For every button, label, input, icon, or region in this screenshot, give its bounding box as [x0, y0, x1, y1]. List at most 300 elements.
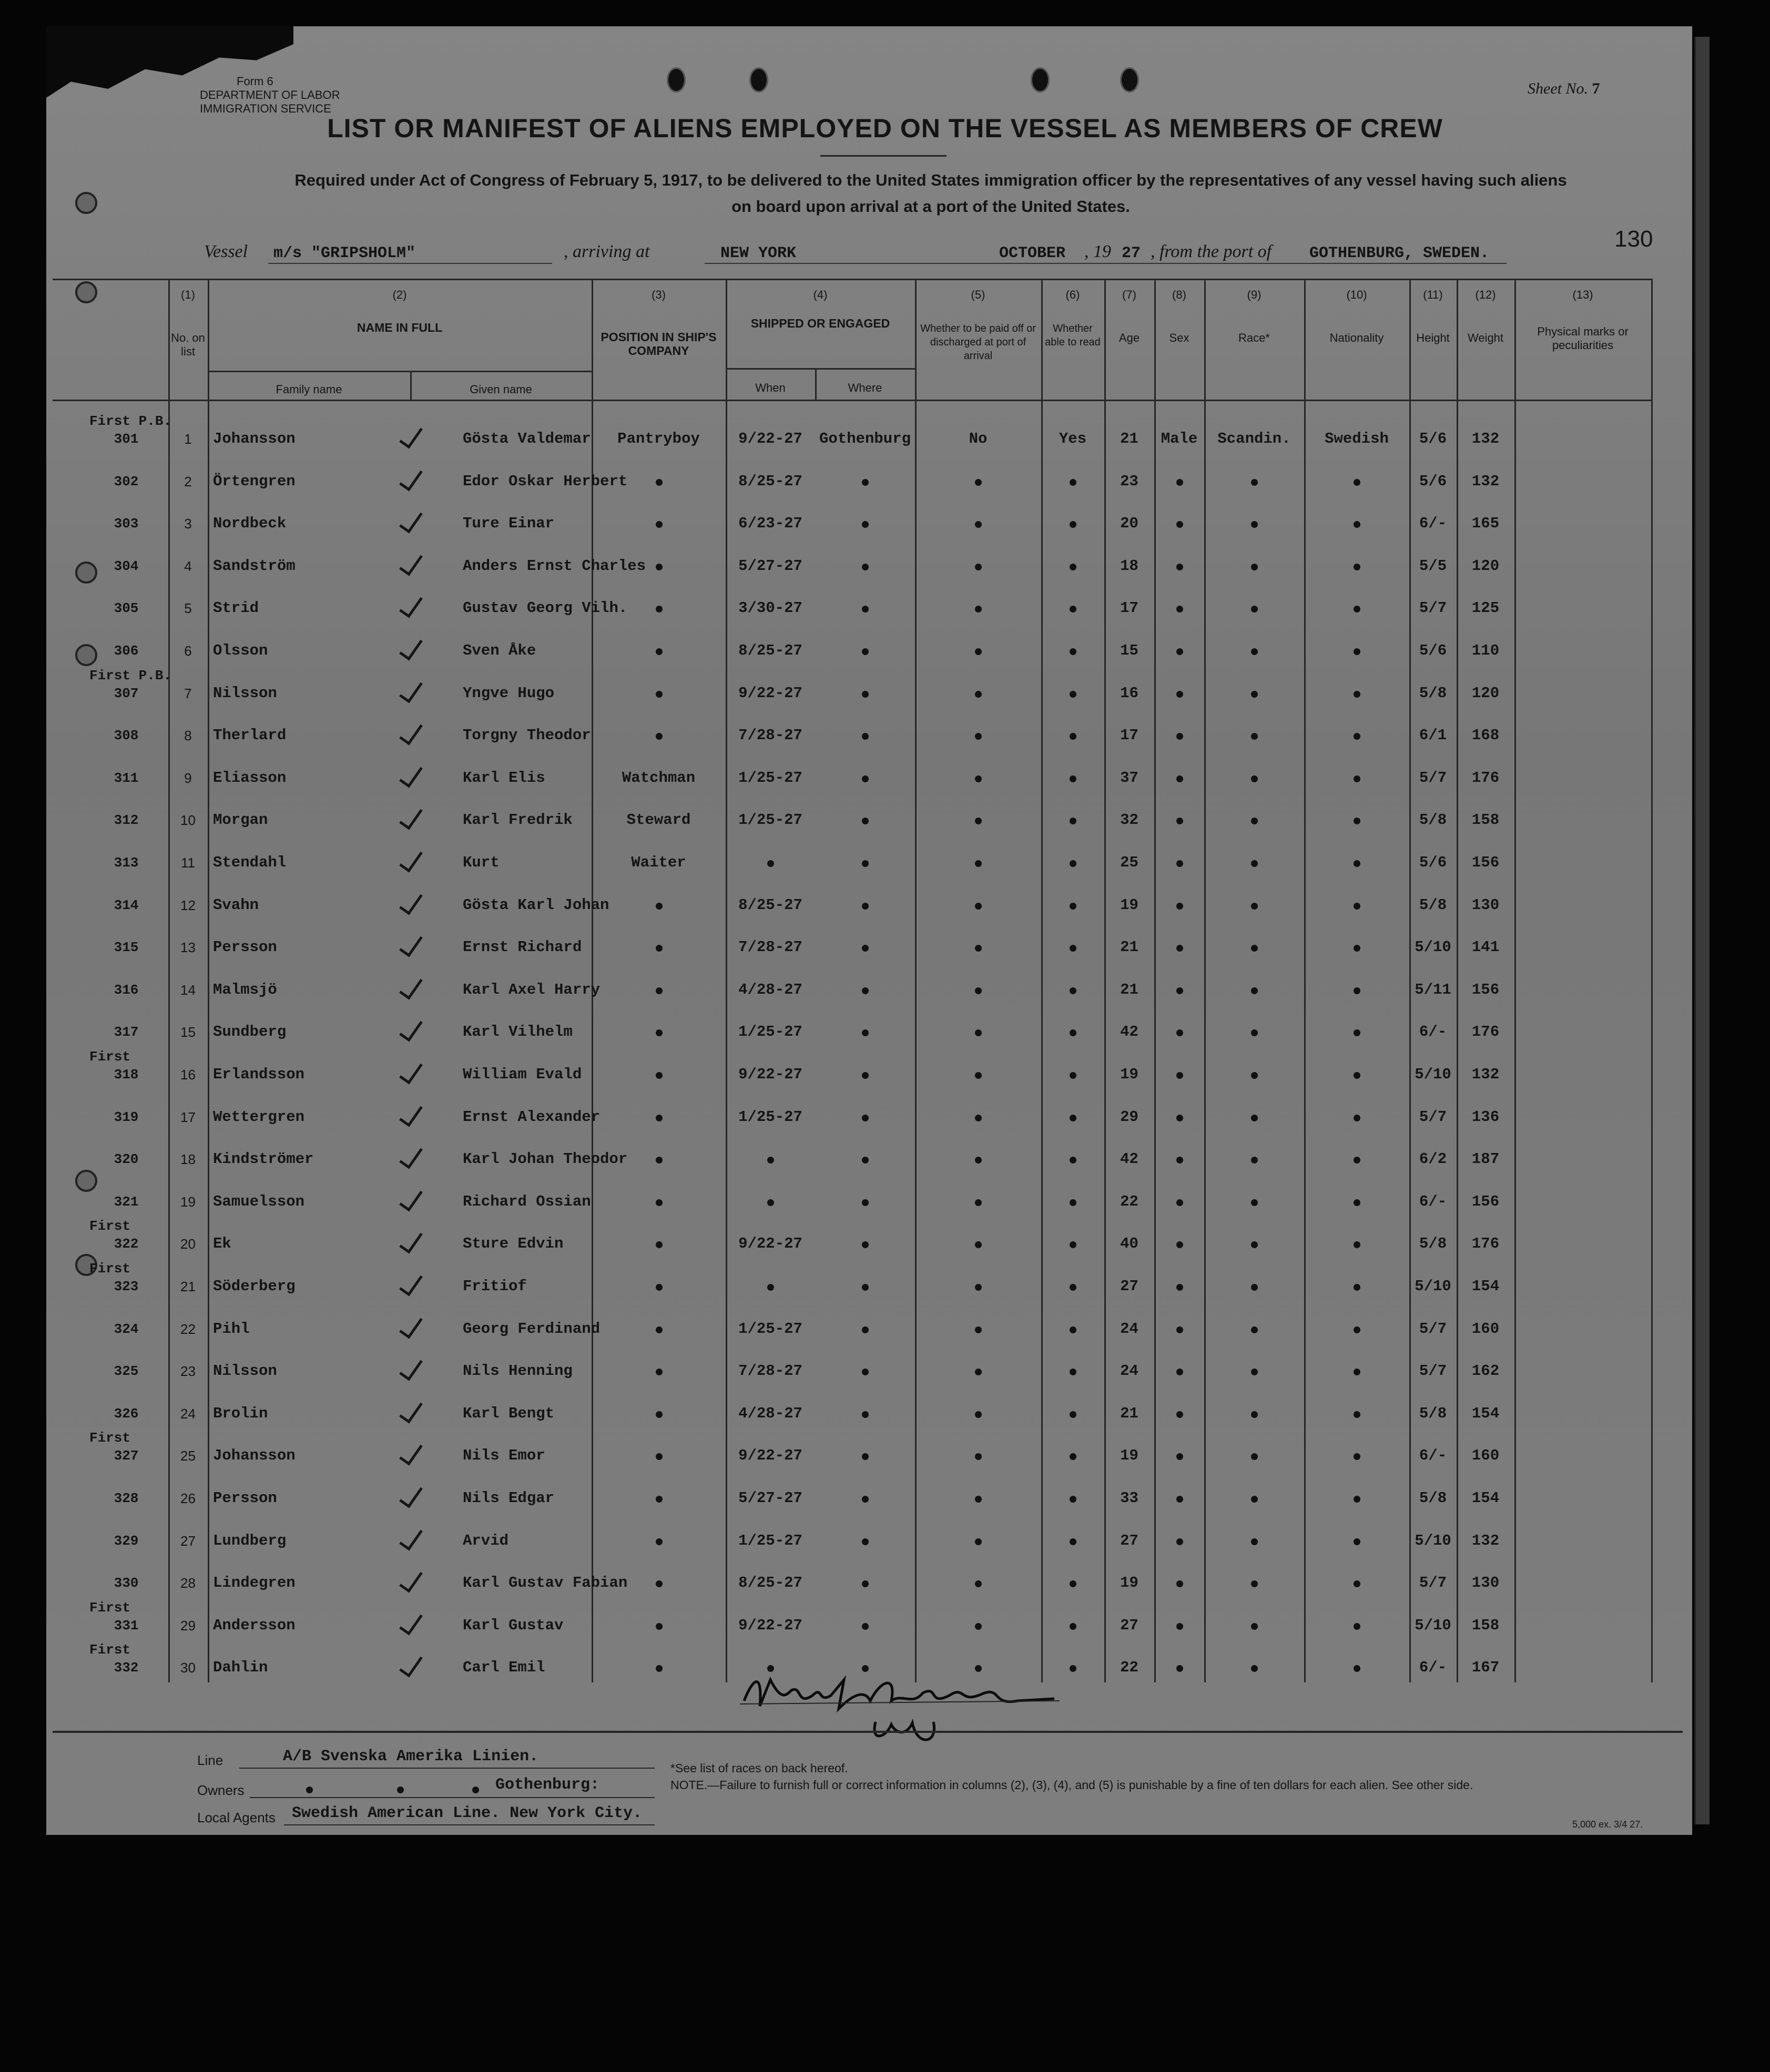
list-number: 330: [114, 1575, 139, 1591]
ditto-mark: [975, 987, 982, 994]
list-number: 331: [114, 1617, 139, 1634]
given-name: Gustav Georg Vilh.: [463, 599, 628, 617]
when-cell: 4/28-27: [738, 981, 802, 998]
owners-value: Gothenburg:: [495, 1776, 600, 1794]
table-rule: [1204, 279, 1206, 1682]
table-rule: [1304, 279, 1306, 1682]
ditto-mark: [1354, 648, 1360, 655]
family-name: Nilsson: [213, 1362, 277, 1380]
row-number: 30: [180, 1660, 196, 1676]
ditto-mark: [862, 860, 869, 867]
ditto-mark: [1354, 775, 1360, 782]
given-name: Karl Fredrik: [463, 811, 573, 829]
list-number: 302: [114, 473, 139, 489]
family-name: Erlandsson: [213, 1066, 305, 1083]
ditto-mark: [862, 775, 869, 782]
list-number: 301: [114, 431, 139, 447]
ditto-mark: [656, 1326, 663, 1333]
ditto-mark: [1354, 1284, 1360, 1291]
when-cell: 6/23-27: [738, 515, 802, 533]
ditto-mark: [1176, 818, 1183, 824]
when-cell: 1/25-27: [738, 811, 802, 829]
height-cell: 5/7: [1419, 769, 1447, 787]
given-name: Nils Emor: [463, 1447, 545, 1465]
vessel-value: m/s "GRIPSHOLM": [273, 244, 416, 262]
ditto-mark: [1176, 1496, 1183, 1503]
given-name: William Evald: [463, 1066, 582, 1083]
family-name: Strid: [213, 599, 259, 617]
ditto-mark: [656, 479, 663, 486]
ditto-mark: [656, 1241, 663, 1248]
given-name: Karl Axel Harry: [463, 981, 601, 998]
family-name: Svahn: [213, 896, 259, 914]
row-number: 4: [184, 558, 192, 574]
ditto-mark: [975, 1199, 982, 1206]
ditto-mark: [1176, 1157, 1183, 1163]
weight-cell: 110: [1471, 642, 1500, 659]
family-name: Wettergren: [213, 1108, 305, 1126]
column-header-no-on-list: No. on list: [171, 331, 205, 358]
row-number: 2: [184, 473, 192, 489]
height-cell: 5/8: [1419, 1404, 1447, 1422]
arriving-value: NEW YORK: [720, 244, 797, 262]
ditto-mark: [862, 1115, 869, 1121]
row-number: 24: [180, 1405, 196, 1422]
weight-cell: 156: [1471, 854, 1500, 871]
position-cell: Steward: [626, 811, 691, 829]
sheet-no: [1528, 80, 1600, 98]
agents-value: Swedish American Line. New York City.: [292, 1804, 643, 1822]
ditto-mark: [656, 691, 663, 698]
list-number: 329: [114, 1533, 139, 1549]
height-cell: 5/7: [1419, 1108, 1447, 1126]
ditto-mark: [1176, 1369, 1183, 1375]
ditto-mark: [862, 564, 869, 570]
age-cell: 27: [1120, 1616, 1138, 1634]
weight-cell: 132: [1471, 430, 1500, 447]
ditto-mark: [862, 1623, 869, 1630]
ditto-mark: [1176, 1029, 1183, 1036]
age-cell: 40: [1120, 1235, 1138, 1253]
column-header-shipped: SHIPPED OR ENGAGED: [750, 317, 890, 330]
ditto-mark: [1251, 1326, 1258, 1333]
ditto-mark: [1176, 564, 1183, 570]
from-value-wrap: [1309, 242, 1489, 262]
given-name: Ernst Richard: [463, 938, 582, 956]
age-cell: 21: [1120, 981, 1138, 998]
family-name: Olsson: [213, 642, 268, 659]
list-number: 318: [114, 1067, 139, 1083]
ditto-mark: [656, 987, 663, 994]
when-cell: 1/25-27: [738, 1108, 802, 1126]
print-code: 5,000 ex. 3/4 27.: [1572, 1819, 1643, 1830]
when-cell: 1/25-27: [738, 1320, 802, 1338]
list-number: 304: [114, 558, 139, 574]
list-number: 321: [114, 1193, 139, 1210]
given-name: Karl Vilhelm: [463, 1023, 573, 1041]
ditto-mark: [1176, 648, 1183, 655]
height-cell: 5/11: [1415, 981, 1451, 998]
table-rule: [208, 371, 592, 372]
row-number: 28: [180, 1575, 196, 1591]
age-cell: 24: [1120, 1320, 1138, 1338]
height-cell: 5/6: [1419, 472, 1447, 490]
height-cell: 5/7: [1419, 599, 1447, 617]
ditto-mark: [656, 1623, 663, 1630]
ditto-mark: [975, 1538, 982, 1545]
column-number: (11): [1423, 288, 1443, 301]
list-number: 311: [114, 770, 139, 786]
ditto-mark: [656, 1453, 663, 1460]
height-cell: 5/10: [1415, 1616, 1451, 1634]
table-rule: [915, 279, 917, 1682]
when-cell: 8/25-27: [738, 1574, 802, 1592]
column-number: (8): [1172, 288, 1186, 301]
column-number: (9): [1247, 288, 1262, 301]
age-cell: 23: [1120, 472, 1138, 490]
ditto-mark: [1354, 1326, 1360, 1333]
punch-hole: [749, 67, 768, 93]
ditto-mark: [1070, 1623, 1076, 1630]
ditto-mark: [1354, 1072, 1360, 1079]
ditto-mark: [1176, 691, 1183, 698]
list-number: 315: [114, 940, 139, 956]
height-cell: 5/10: [1415, 938, 1451, 956]
from-label: , from the port of: [1151, 242, 1272, 261]
family-name: Therlard: [213, 727, 287, 744]
ditto-mark: [1176, 1284, 1183, 1291]
family-name: Johansson: [213, 1447, 296, 1465]
ditto-mark: [1251, 1199, 1258, 1206]
given-name: Georg Ferdinand: [463, 1320, 601, 1338]
age-cell: 33: [1120, 1489, 1138, 1507]
family-name: Andersson: [213, 1616, 296, 1634]
height-cell: 5/10: [1415, 1066, 1451, 1083]
weight-cell: 141: [1471, 938, 1500, 956]
age-cell: 29: [1120, 1108, 1138, 1126]
ditto-mark: [656, 648, 663, 655]
family-name: Pihl: [213, 1320, 250, 1338]
height-cell: 5/6: [1419, 642, 1447, 659]
list-prefix: First: [89, 1599, 131, 1616]
ditto-mark: [1251, 1072, 1258, 1079]
height-cell: 5/8: [1419, 684, 1447, 702]
when-cell: 8/25-27: [738, 642, 802, 659]
ditto-mark: [1251, 691, 1258, 698]
list-number: 306: [114, 643, 139, 659]
row-number: 26: [180, 1491, 196, 1506]
ditto-mark: [1354, 1411, 1360, 1418]
department-name: DEPARTMENT OF LABOR: [200, 88, 340, 101]
list-prefix: First P.B.: [89, 413, 172, 429]
age-cell: 17: [1120, 727, 1138, 744]
ditto-mark: [1176, 1072, 1183, 1079]
column-header-where: Where: [848, 381, 882, 394]
height-cell: 6/-: [1419, 515, 1447, 533]
given-name: Edor Oskar Herbert: [463, 472, 628, 490]
age-cell: 25: [1120, 854, 1138, 871]
ditto-mark: [1070, 564, 1076, 570]
list-number: 313: [114, 855, 139, 871]
ditto-mark: [1354, 1496, 1360, 1503]
given-name: Carl Emil: [463, 1659, 545, 1677]
owners-label: Owners: [197, 1782, 245, 1798]
ditto-mark: [1070, 1411, 1076, 1418]
ditto-mark: [862, 1284, 869, 1291]
given-name: Gösta Valdemar: [463, 430, 591, 447]
ditto-mark: [975, 903, 982, 910]
list-number: 317: [114, 1024, 139, 1040]
column-number: (13): [1572, 288, 1593, 301]
row-number: 25: [180, 1448, 196, 1464]
ditto-mark: [1176, 1241, 1183, 1248]
ditto-mark: [1354, 860, 1360, 867]
ditto-mark: [656, 1580, 663, 1587]
vessel-label: Vessel: [204, 242, 248, 261]
row-number: 19: [180, 1193, 196, 1210]
ditto-mark: [767, 1199, 774, 1206]
ditto-mark: [472, 1787, 479, 1793]
form-label: [200, 75, 340, 116]
height-cell: 5/5: [1419, 557, 1447, 575]
ditto-mark: [1176, 903, 1183, 910]
year-value-wrap: [1122, 242, 1141, 262]
list-number: 320: [114, 1151, 139, 1168]
family-name: Lindegren: [213, 1574, 296, 1592]
list-number: 327: [114, 1448, 139, 1464]
ditto-mark: [975, 1326, 982, 1333]
weight-cell: 160: [1471, 1447, 1500, 1465]
when-cell: 9/22-27: [738, 1066, 802, 1083]
list-number: 314: [114, 897, 139, 913]
ditto-mark: [656, 521, 663, 528]
line-underline: [239, 1768, 655, 1769]
family-name: Söderberg: [213, 1278, 296, 1295]
ditto-mark: [397, 1787, 404, 1793]
age-cell: 19: [1120, 1447, 1138, 1465]
weight-cell: 154: [1471, 1489, 1500, 1507]
column-number: (7): [1122, 288, 1136, 301]
ditto-mark: [1354, 903, 1360, 910]
ditto-mark: [862, 1538, 869, 1545]
list-number: 325: [114, 1363, 139, 1380]
column-header-paid-off: Whether to be paid off or discharged at port of arrival: [920, 323, 1036, 362]
sheet-no-value: 7: [1592, 80, 1600, 97]
owners-underline: [250, 1797, 655, 1798]
list-number: 323: [114, 1279, 139, 1294]
position-cell: Watchman: [622, 769, 696, 787]
ditto-mark: [656, 1157, 663, 1163]
ditto-mark: [656, 903, 663, 910]
vessel-underline: [268, 263, 552, 264]
punch-hole: [1120, 67, 1139, 93]
sex-cell: Male: [1161, 430, 1198, 447]
height-cell: 5/7: [1419, 1574, 1447, 1592]
agents-underline: [284, 1824, 655, 1825]
family-name: Nilsson: [213, 684, 277, 702]
table-rule: [1514, 279, 1516, 1682]
given-name: Anders Ernst Charles: [463, 557, 646, 575]
position-cell: Waiter: [631, 854, 686, 871]
ditto-mark: [1070, 691, 1076, 698]
given-name: Sture Edvin: [463, 1235, 564, 1253]
list-number: 305: [114, 600, 139, 617]
height-cell: 5/8: [1419, 1235, 1447, 1253]
age-cell: 32: [1120, 811, 1138, 829]
ditto-mark: [1176, 521, 1183, 528]
ditto-mark: [1251, 1538, 1258, 1545]
ditto-mark: [1354, 1199, 1360, 1206]
ditto-mark: [1070, 479, 1076, 486]
ditto-mark: [862, 987, 869, 994]
column-header-family-name: Family name: [276, 383, 342, 396]
ditto-mark: [1176, 1199, 1183, 1206]
form-number: Form 6: [237, 75, 273, 88]
ditto-mark: [1251, 987, 1258, 994]
punch-hole: [667, 67, 686, 93]
ditto-mark: [1251, 775, 1258, 782]
table-rule: [53, 279, 1651, 280]
ditto-mark: [1070, 860, 1076, 867]
age-cell: 22: [1120, 1659, 1138, 1677]
ditto-mark: [975, 564, 982, 570]
ditto-mark: [862, 1326, 869, 1333]
weight-cell: 132: [1471, 1532, 1500, 1549]
list-number: 324: [114, 1321, 139, 1337]
weight-cell: 160: [1471, 1320, 1500, 1338]
ditto-mark: [862, 1496, 869, 1503]
ditto-mark: [656, 1029, 663, 1036]
list-number: 308: [114, 728, 139, 744]
ditto-mark: [656, 564, 663, 570]
list-prefix: First: [89, 1218, 131, 1234]
age-cell: 42: [1120, 1023, 1138, 1041]
height-cell: 6/2: [1419, 1150, 1447, 1168]
ditto-mark: [975, 691, 982, 698]
weight-cell: 176: [1471, 769, 1500, 787]
column-header-weight: Weight: [1467, 331, 1504, 344]
column-header-height: Height: [1416, 331, 1450, 344]
column-header-position: POSITION IN SHIP'S COMPANY: [601, 330, 717, 358]
ditto-mark: [1176, 606, 1183, 613]
row-number: 15: [180, 1024, 196, 1040]
height-cell: 5/8: [1419, 811, 1447, 829]
list-prefix: First: [89, 1049, 131, 1065]
age-cell: 18: [1120, 557, 1138, 575]
subtitle-line-2: on board upon arrival at a port of the United States.: [731, 197, 1130, 216]
table-rule: [1154, 279, 1156, 1682]
age-cell: 19: [1120, 896, 1138, 914]
family-name: Nordbeck: [213, 515, 287, 533]
family-name: Lundberg: [213, 1532, 287, 1549]
vessel-value-wrap: [273, 242, 415, 262]
page-title: LIST OR MANIFEST OF ALIENS EMPLOYED ON THE VESSEL AS MEMBERS OF CREW: [327, 114, 1443, 143]
weight-cell: 132: [1471, 1066, 1500, 1083]
age-cell: 27: [1120, 1532, 1138, 1549]
weight-cell: 130: [1471, 1574, 1500, 1592]
height-cell: 6/1: [1419, 727, 1447, 744]
family-name: Sandström: [213, 557, 296, 575]
ditto-mark: [975, 1411, 982, 1418]
when-cell: 1/25-27: [738, 769, 802, 787]
list-number: 326: [114, 1405, 139, 1422]
year-prefix: , 19: [1084, 242, 1111, 261]
given-name: Nils Edgar: [463, 1489, 555, 1507]
when-cell: 9/22-27: [738, 1235, 802, 1253]
family-name: Kindströmer: [213, 1150, 314, 1168]
weight-cell: 158: [1471, 811, 1500, 829]
ditto-mark: [656, 1538, 663, 1545]
ditto-mark: [1176, 1580, 1183, 1587]
column-number: (10): [1346, 288, 1367, 301]
row-number: 13: [180, 940, 196, 956]
given-name: Karl Johan Theodor: [463, 1150, 628, 1168]
ditto-mark: [975, 775, 982, 782]
weight-cell: 156: [1471, 981, 1500, 998]
row-number: 5: [184, 600, 192, 617]
ditto-mark: [1176, 1411, 1183, 1418]
ditto-mark: [1176, 1665, 1183, 1672]
ditto-mark: [1354, 987, 1360, 994]
ditto-mark: [1251, 860, 1258, 867]
given-name: Richard Ossian: [463, 1192, 591, 1210]
when-cell: 1/25-27: [738, 1023, 802, 1041]
given-name: Karl Bengt: [463, 1404, 555, 1422]
weight-cell: 176: [1471, 1023, 1500, 1041]
ditto-mark: [656, 733, 663, 740]
when-cell: 3/30-27: [738, 599, 802, 617]
date-value: OCTOBER: [999, 244, 1066, 262]
ditto-mark: [862, 479, 869, 486]
row-number: 29: [180, 1617, 196, 1634]
height-cell: 6/-: [1419, 1023, 1447, 1041]
when-cell: 8/25-27: [738, 472, 802, 490]
family-name: Örtengren: [213, 472, 296, 490]
given-name: Sven Åke: [463, 642, 536, 659]
column-header-given-name: Given name: [470, 383, 532, 396]
sheet-no-label: Sheet No.: [1528, 80, 1588, 97]
ditto-mark: [1251, 1623, 1258, 1630]
weight-cell: 167: [1471, 1659, 1500, 1677]
row-number: 10: [180, 812, 196, 829]
family-name: Samuelsson: [213, 1192, 305, 1210]
ditto-mark: [1070, 775, 1076, 782]
weight-cell: 187: [1471, 1150, 1500, 1168]
age-cell: 17: [1120, 599, 1138, 617]
ditto-mark: [1251, 903, 1258, 910]
given-name: Karl Elis: [463, 769, 545, 787]
when-cell: 7/28-27: [738, 938, 802, 956]
ditto-mark: [1354, 1538, 1360, 1545]
age-cell: 22: [1120, 1192, 1138, 1210]
footer-rule: [53, 1731, 1683, 1733]
list-number: 319: [114, 1109, 139, 1125]
list-number: 322: [114, 1236, 139, 1252]
ditto-mark: [1251, 1496, 1258, 1503]
binder-hole: [75, 1170, 97, 1192]
subtitle-line-1: Required under Act of Congress of February 5, 1917, to be delivered to the United States immigration officer by the representatives of any vessel having such aliens: [294, 171, 1567, 189]
binding-strip: [1694, 37, 1710, 1824]
list-number: 328: [114, 1491, 139, 1506]
column-header-name: NAME IN FULL: [357, 321, 443, 334]
table-rule: [208, 279, 209, 1682]
fine-note: NOTE.—Failure to furnish full or correct information in columns (2), (3), (4), and (5) is punishable by a fine of ten dollars for each alien. See other side.: [670, 1778, 1473, 1792]
line-label: Line: [197, 1752, 223, 1768]
column-number: (3): [652, 288, 666, 301]
ditto-mark: [975, 1623, 982, 1630]
when-cell: 9/22-27: [738, 430, 802, 447]
column-header-marks: Physical marks or peculiarities: [1537, 325, 1629, 352]
